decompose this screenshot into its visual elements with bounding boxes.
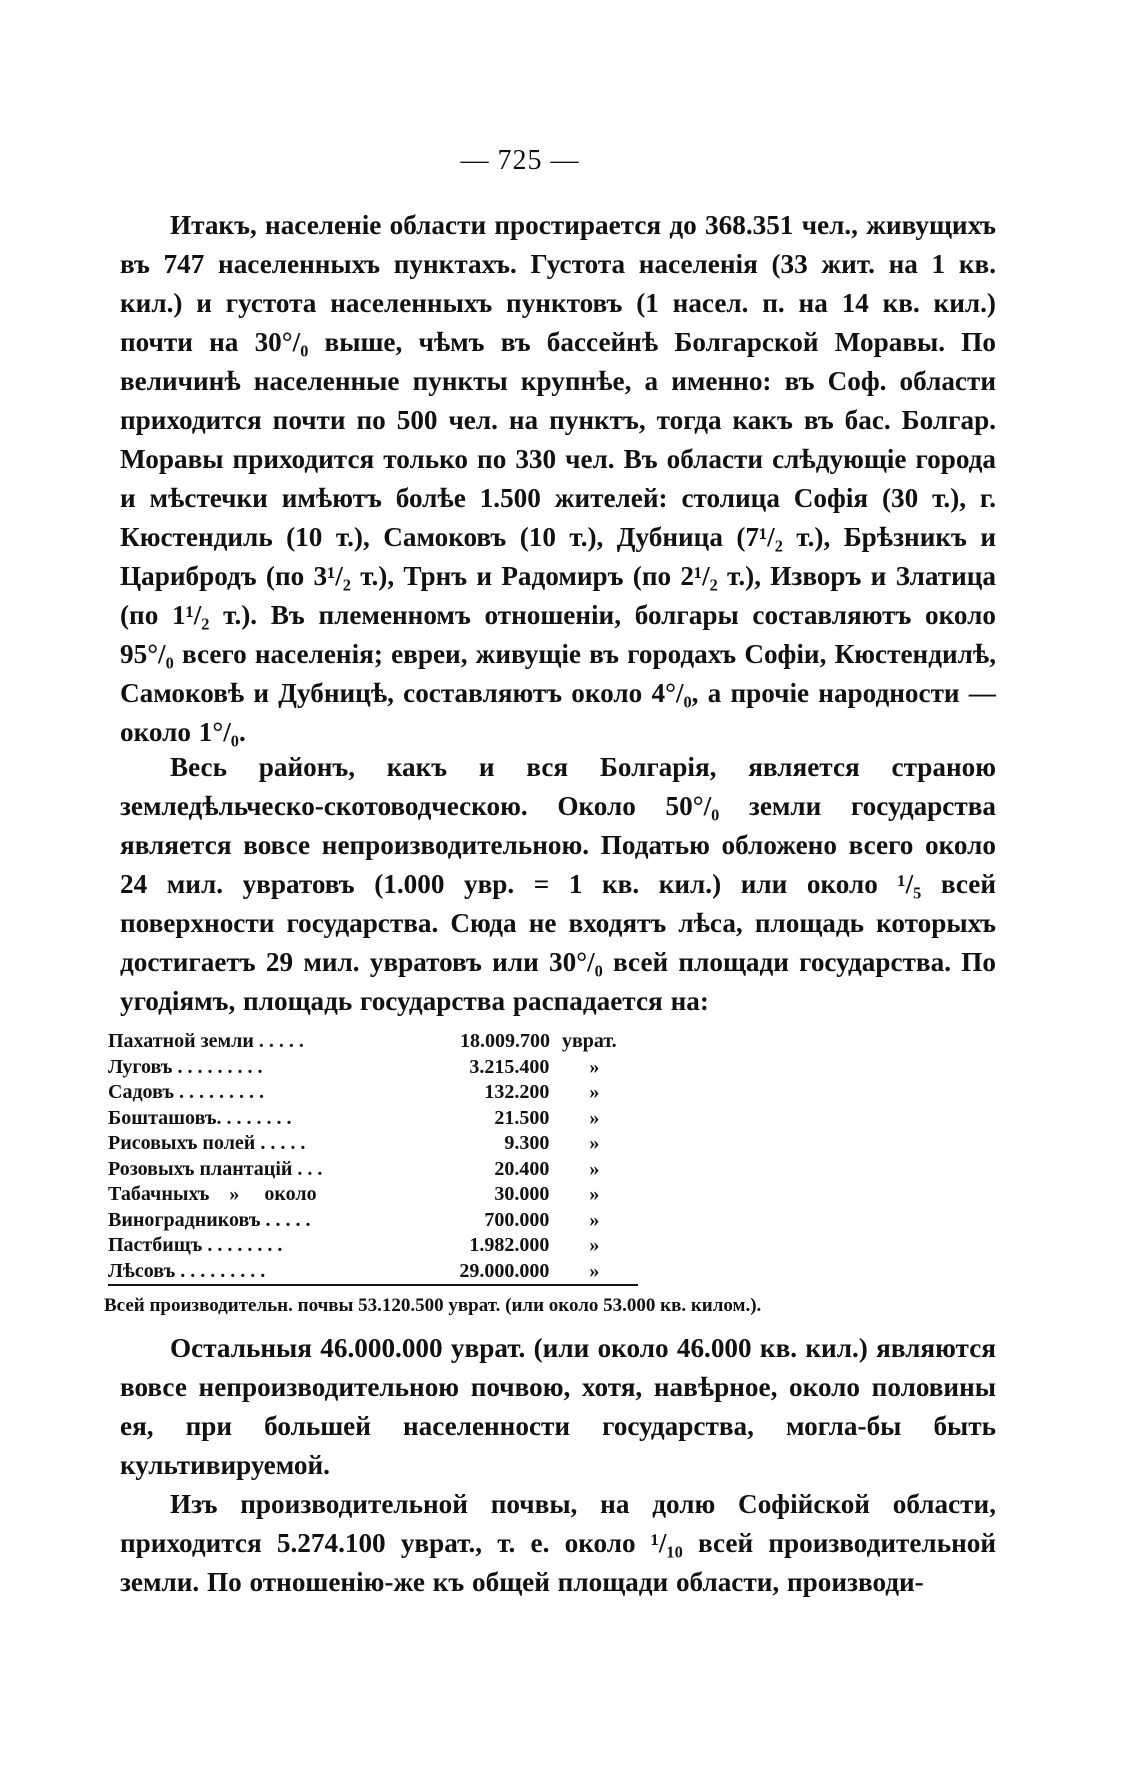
row-unit: » (589, 1208, 600, 1231)
row-value: 9.300 (504, 1132, 550, 1154)
row-unit: » (589, 1106, 600, 1129)
row-label: Пахатной земли . . . . . (108, 1030, 304, 1052)
row-label: Виноградниковъ . . . . . (108, 1208, 311, 1231)
table-row (108, 1157, 648, 1183)
row-value: 700.000 (484, 1208, 550, 1231)
row-value: 18.009.700 (459, 1030, 550, 1052)
row-value: 29.000.000 (459, 1259, 550, 1282)
table-divider (108, 1284, 638, 1286)
paragraph-population: Итакъ, населеніе области простирается до 368.351 чел., живущихъ въ 747 населенныхъ пунктахъ. Густота населенія (33 жит. на 1 кв. кил.) и густота населенныхъ пунктовъ (1 насел. п. на 14 кв. кил.) почти на 30°/₀ выше, чѣмъ въ бассейнѣ Болгарской Моравы. По величинѣ населенные пункты крупнѣе, а именно: въ Соф. области приходится почти по 500 чел. на пунктъ, тогда какъ въ бас. Болгар. Моравы приходится только по 330 чел. Въ области слѣдующіе города и мѣстечки имѣютъ болѣе 1.500 жителей: столица Софія (30 т.), г. Кюстендиль (10 т.), Самоковъ (10 т.), Дубница (7¹/₂ т.), Брѣзникъ и Царибродъ (по 3¹/₂ т.), Трнъ и Радомиръ (по 2¹/₂ т.), Изворъ и Златица (по 1¹/₂ т.). Въ племенномъ отношеніи, болгары составляютъ около 95°/₀ всего населенія; евреи, живущіе въ городахъ Софіи, Кюстендилѣ, Самоковѣ и Дубницѣ, составляютъ около 4°/₀, а прочіе народности — около 1°/₀. (120, 210, 996, 747)
land-use-table (108, 1029, 648, 1284)
table-row (108, 1029, 648, 1055)
row-unit: » (589, 1055, 600, 1078)
row-label: Лѣсовъ . . . . . . . . . (108, 1259, 266, 1282)
row-label: Луговъ . . . . . . . . . (108, 1055, 263, 1078)
paragraph-unproductive: Остальныя 46.000.000 уврат. (или около 46.000 кв. кил.) являются вовсе непроизводительною почвою, хотя, навѣрное, около половины ея, при большей населенности государства, могла-бы быть культивируемой. (120, 1333, 996, 1480)
row-label: Розовыхъ плантацій . . . (108, 1157, 323, 1180)
row-unit: » (589, 1234, 600, 1256)
row-label: Бошташовъ. . . . . . . . (108, 1106, 292, 1129)
row-unit: » (589, 1132, 600, 1154)
page-number: — 725 — (460, 145, 580, 176)
table-row (108, 1182, 648, 1208)
row-value: 21.500 (494, 1106, 550, 1129)
paragraph-sofia-share: Изъ производительной почвы, на долю Софійской области, приходится 5.274.100 уврат., т. е. около ¹/₁₀ всей производительной земли. По отношенію-же къ общей площади области, производи- (120, 1489, 996, 1597)
row-unit: уврат. (561, 1030, 617, 1052)
row-label: Пастбищъ . . . . . . . . (108, 1234, 283, 1256)
table-row (108, 1233, 648, 1259)
row-label: Рисовыхъ полей . . . . . (108, 1132, 306, 1154)
row-label: Табачныхъ » около (108, 1183, 317, 1205)
table-row (108, 1080, 648, 1106)
row-value: 132.200 (484, 1081, 550, 1103)
row-value: 30.000 (494, 1183, 550, 1205)
row-unit: » (589, 1183, 600, 1205)
row-unit: » (589, 1157, 600, 1180)
table-row (108, 1208, 648, 1234)
table-row (108, 1259, 648, 1285)
row-value: 3.215.400 (469, 1055, 550, 1078)
table-row (108, 1131, 648, 1157)
table-total: Всей производительн. почвы 53.120.500 уврат. (или около 53.000 кв. килом.). (104, 1295, 762, 1316)
row-label: Садовъ . . . . . . . . . (108, 1081, 265, 1103)
table-row (108, 1055, 648, 1081)
row-value: 20.400 (494, 1157, 550, 1180)
paragraph-agriculture: Весь районъ, какъ и вся Болгарія, является страною земледѣльческо-скотоводческою. Около 50°/₀ земли государства является вовсе непроизводительною. Податью обложено всего около 24 мил. увратовъ (1.000 увр. = 1 кв. кил.) или около ¹/₅ всей поверхности государства. Сюда не входятъ лѣса, площадь которыхъ достигаетъ 29 мил. увратовъ или 30°/₀ всей площади государства. По угодіямъ, площадь государства распадается на: (120, 752, 996, 1016)
row-unit: » (589, 1081, 600, 1103)
row-unit: » (589, 1259, 600, 1282)
row-value: 1.982.000 (469, 1234, 550, 1256)
table-row (108, 1106, 648, 1132)
